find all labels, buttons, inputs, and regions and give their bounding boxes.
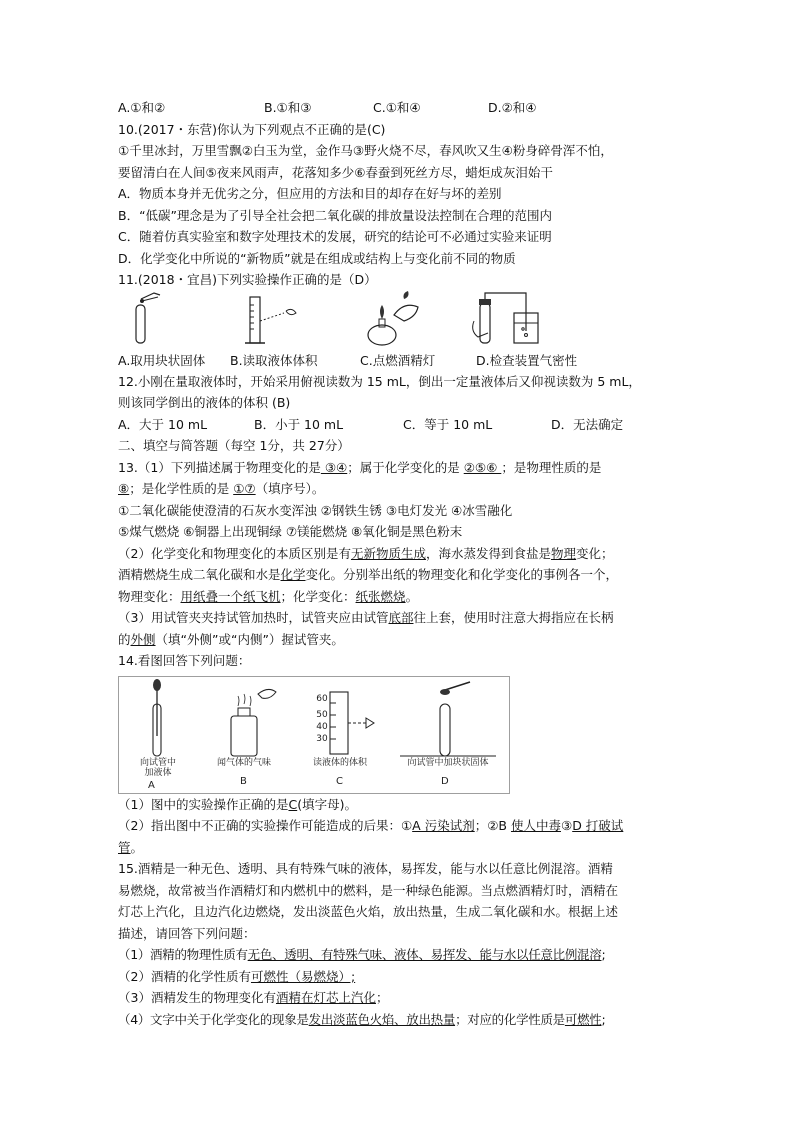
q12-line-2: 则该同学倒出的液体的体积 (B) bbox=[118, 395, 291, 410]
q14-sub-2-cont bbox=[118, 837, 678, 859]
q14-answer: 管 bbox=[118, 839, 131, 855]
graduated-cylinder-reading-illustration bbox=[240, 291, 310, 349]
q15-answer: 酒精在灯芯上汽化 bbox=[275, 990, 376, 1005]
q10-option-a: A．物质本身并无优劣之分，但应用的方法和目的却存在好与坏的差别 bbox=[118, 186, 502, 201]
q13-line-9 bbox=[118, 629, 678, 651]
q15-answer: 可燃性（易燃烧）; bbox=[250, 968, 356, 984]
q11-figures bbox=[118, 291, 678, 351]
q15-text: ; bbox=[601, 1011, 606, 1027]
q13-text: 变化。分别举出纸的物理变化和化学变化的事例各一个， bbox=[305, 567, 619, 582]
q13-text: （填序号）。 bbox=[255, 481, 325, 496]
q13-text: ；是物理性质的是 bbox=[501, 459, 602, 475]
section-heading: 二、填空与简答题（每空 1分，共 27分） bbox=[118, 438, 350, 453]
q14-letter-d: D bbox=[441, 775, 449, 787]
q15-text: （1）酒精的物理性质有 bbox=[118, 947, 248, 962]
q13-text: （2）化学变化和物理变化的本质区别是有 bbox=[118, 545, 351, 561]
q15-para-2: 易燃烧，故常被当作酒精灯和内燃机中的燃料，是一种绿色能源。当点燃酒精灯时，酒精在 bbox=[118, 882, 619, 898]
q9-option-a: A.①和② bbox=[118, 100, 166, 115]
q14-text: 。 bbox=[130, 839, 144, 855]
q14-caption-c: 读液体的体积 bbox=[312, 757, 367, 768]
q14-answer: A 污染试剂 bbox=[412, 818, 475, 833]
q15-text: （2）酒精的化学性质有 bbox=[118, 968, 251, 984]
q13-line-6 bbox=[118, 564, 678, 586]
q10-poem-line-2: 要留清白在人间⑤夜来风雨声，花落知多少⑥春蚕到死丝方尽，蜡炬成灰泪始干 bbox=[118, 164, 553, 180]
q9-option-c: C.①和④ bbox=[373, 100, 421, 115]
q13-text: 13.（1）下列描述属于物理变化的是 bbox=[118, 459, 321, 475]
q9-option-d: D.②和④ bbox=[488, 100, 537, 115]
q15-para-1: 15.酒精是一种无色、透明、具有特殊气味的液体，易挥发，能与水以任意比例混溶。酒精 bbox=[118, 861, 613, 876]
worksheet-page bbox=[118, 97, 678, 1030]
q12-option-b: B．小于 10 mL bbox=[254, 416, 344, 432]
q13-line-8 bbox=[118, 607, 678, 629]
q13-answer: 物理 bbox=[551, 545, 577, 561]
q14-sub-1 bbox=[118, 794, 678, 816]
q14-sub-2 bbox=[118, 815, 678, 837]
q15-sub-4 bbox=[118, 1009, 678, 1031]
q14-letter-c: C bbox=[336, 775, 343, 787]
q13-text: ；是化学性质的是 bbox=[129, 481, 234, 496]
q14-answer: C bbox=[288, 796, 298, 812]
q14-answer: D 打破试 bbox=[572, 818, 624, 833]
q13-text: ，海水蒸发得到食盐是 bbox=[425, 545, 551, 561]
q13-answer: 化学 bbox=[280, 567, 306, 582]
q13-text: 的 bbox=[118, 631, 131, 647]
q13-answer-chemical-property: ①⑦ bbox=[233, 481, 256, 496]
q13-answer-physical-change: ③④ bbox=[320, 459, 348, 475]
q15-text: ；对应的化学性质是 bbox=[455, 1011, 565, 1027]
q13-items-1: ①二氧化碳能使澄清的石灰水变浑浊 ②钢铁生锈 ③电灯发光 ④冰雪融化 bbox=[118, 502, 513, 518]
q13-answer: 纸张燃烧 bbox=[355, 588, 406, 604]
q13-line-5 bbox=[118, 543, 678, 565]
q15-sub-2 bbox=[118, 966, 678, 988]
q13-answer: 无新物质生成 bbox=[350, 545, 426, 561]
q11-label-b: B.读取液体体积 bbox=[230, 352, 318, 368]
q13-text: 往上套，使用时注意大拇指应在长柄 bbox=[413, 610, 614, 625]
q15-answer: 发出淡蓝色火焰、放出热量 bbox=[308, 1011, 456, 1027]
q13-text: 酒精燃烧生成二氧化碳和水是 bbox=[118, 567, 281, 582]
q14-caption-d: 向试管中加块状固体 bbox=[407, 757, 489, 768]
q15-text: ； bbox=[375, 990, 389, 1005]
q14-caption-b: 闻气体的气味 bbox=[216, 757, 271, 768]
q14-text: （2）指出图中不正确的实验操作可能造成的后果：① bbox=[118, 818, 413, 833]
q13-text: ；化学变化： bbox=[280, 588, 356, 604]
q13-answer: 用纸叠一个纸飞机 bbox=[180, 588, 281, 604]
q15-para-4: 描述，请回答下列问题： bbox=[118, 925, 256, 941]
q14-tick-60: 60 bbox=[316, 693, 328, 704]
q13-text: （填“外侧”或“内侧”）握试管夹。 bbox=[155, 631, 344, 647]
q10-option-c: C．随着仿真实验室和数字处理技术的发展，研究的结论可不必通过实验来证明 bbox=[118, 229, 552, 244]
test-tube-tweezers-illustration bbox=[124, 291, 174, 349]
q14-letter-b: B bbox=[240, 775, 247, 787]
q13-text: 。 bbox=[405, 588, 419, 604]
q12-line-1: 12.小刚在量取液体时，开始采用俯视读数为 15 mL，倒出一定量液体后又仰视读数为 5 mL， bbox=[118, 373, 641, 389]
q14-tick-40: 40 bbox=[316, 721, 328, 732]
q12-option-c: C．等于 10 mL bbox=[403, 416, 493, 432]
q13-line-1 bbox=[118, 457, 678, 479]
q11-label-d: D.检查装置气密性 bbox=[476, 352, 578, 368]
q15-answer: 无色、透明、有特殊气味、液体、易挥发、能与水以任意比例混溶 bbox=[247, 947, 602, 962]
q12-options bbox=[118, 414, 678, 436]
q14-text: (填字母)。 bbox=[297, 796, 357, 812]
q11-stem: 11.(2018・宜昌)下列实验操作正确的是（D） bbox=[118, 272, 377, 287]
q13-text: 变化； bbox=[576, 545, 614, 561]
q10-poem-line-1: ①千里冰封，万里雪飘②白玉为堂，金作马③野火烧不尽，春风吹又生④粉身碎骨浑不怕， bbox=[118, 143, 613, 158]
q14-caption-a: 向试管中 加液体 bbox=[139, 757, 176, 778]
q13-items-2: ⑤煤气燃烧 ⑥铜器上出现铜绿 ⑦镁能燃烧 ⑧氧化铜是黑色粉末 bbox=[118, 524, 463, 539]
q15-para-3: 灯芯上汽化，且边汽化边燃烧，发出淡蓝色火焰，放出热量，生成二氧化碳和水。根据上述 bbox=[118, 904, 619, 919]
q14-tick-50: 50 bbox=[316, 709, 328, 720]
q13-answer: 底部 bbox=[388, 610, 414, 625]
q13-line-7 bbox=[118, 586, 678, 608]
q14-text: （1）图中的实验操作正确的是 bbox=[118, 796, 289, 812]
q13-line-2 bbox=[118, 478, 678, 500]
q14-stem: 14.看图回答下列问题： bbox=[118, 653, 251, 668]
q14-figure-panel bbox=[118, 676, 678, 794]
q10-stem: 10.(2017・东营)你认为下列观点不正确的是(C) bbox=[118, 121, 386, 137]
q13-text: （3）用试管夹夹持试管加热时，试管夹应由试管 bbox=[118, 610, 389, 625]
q9-option-b: B.①和③ bbox=[264, 100, 312, 115]
q15-answer: 可燃性 bbox=[564, 1011, 602, 1027]
q15-sub-1 bbox=[118, 944, 678, 966]
q14-text: ③ bbox=[560, 818, 573, 833]
q15-text: （4）文字中关于化学变化的现象是 bbox=[118, 1011, 309, 1027]
q15-sub-3 bbox=[118, 987, 678, 1009]
q14-letter-a: A bbox=[148, 779, 155, 791]
q13-answer-chemical-change: ②⑤⑥ bbox=[463, 459, 502, 475]
q13-answer-physical-property: ⑧ bbox=[118, 481, 130, 496]
q14-tick-30: 30 bbox=[316, 733, 328, 744]
q12-option-d: D．无法确定 bbox=[551, 416, 624, 432]
q14-answer: 使人中毒 bbox=[510, 818, 561, 833]
q13-answer: 外侧 bbox=[130, 631, 156, 647]
q12-option-a: A．大于 10 mL bbox=[118, 416, 208, 432]
q11-label-c: C.点燃酒精灯 bbox=[360, 352, 436, 368]
alcohol-lamp-illustration bbox=[360, 291, 430, 349]
q11-figure-labels bbox=[118, 351, 678, 371]
q10-option-d: D．化学变化中所说的“新物质”就是在组成或结构上与变化前不同的物质 bbox=[118, 250, 516, 266]
q10-option-b: B．“低碳”理念是为了引导全社会把二氧化碳的排放量设法控制在合理的范围内 bbox=[118, 207, 553, 223]
airtightness-check-illustration bbox=[468, 291, 558, 349]
q13-text: 物理变化： bbox=[118, 588, 181, 604]
q15-text: （3）酒精发生的物理变化有 bbox=[118, 990, 276, 1005]
q14-text: ；②B bbox=[474, 818, 511, 833]
q9-options bbox=[118, 97, 678, 119]
q15-text: ; bbox=[601, 947, 606, 962]
q13-text: ；属于化学变化的是 bbox=[347, 459, 464, 475]
q11-label-a: A.取用块状固体 bbox=[118, 352, 206, 368]
